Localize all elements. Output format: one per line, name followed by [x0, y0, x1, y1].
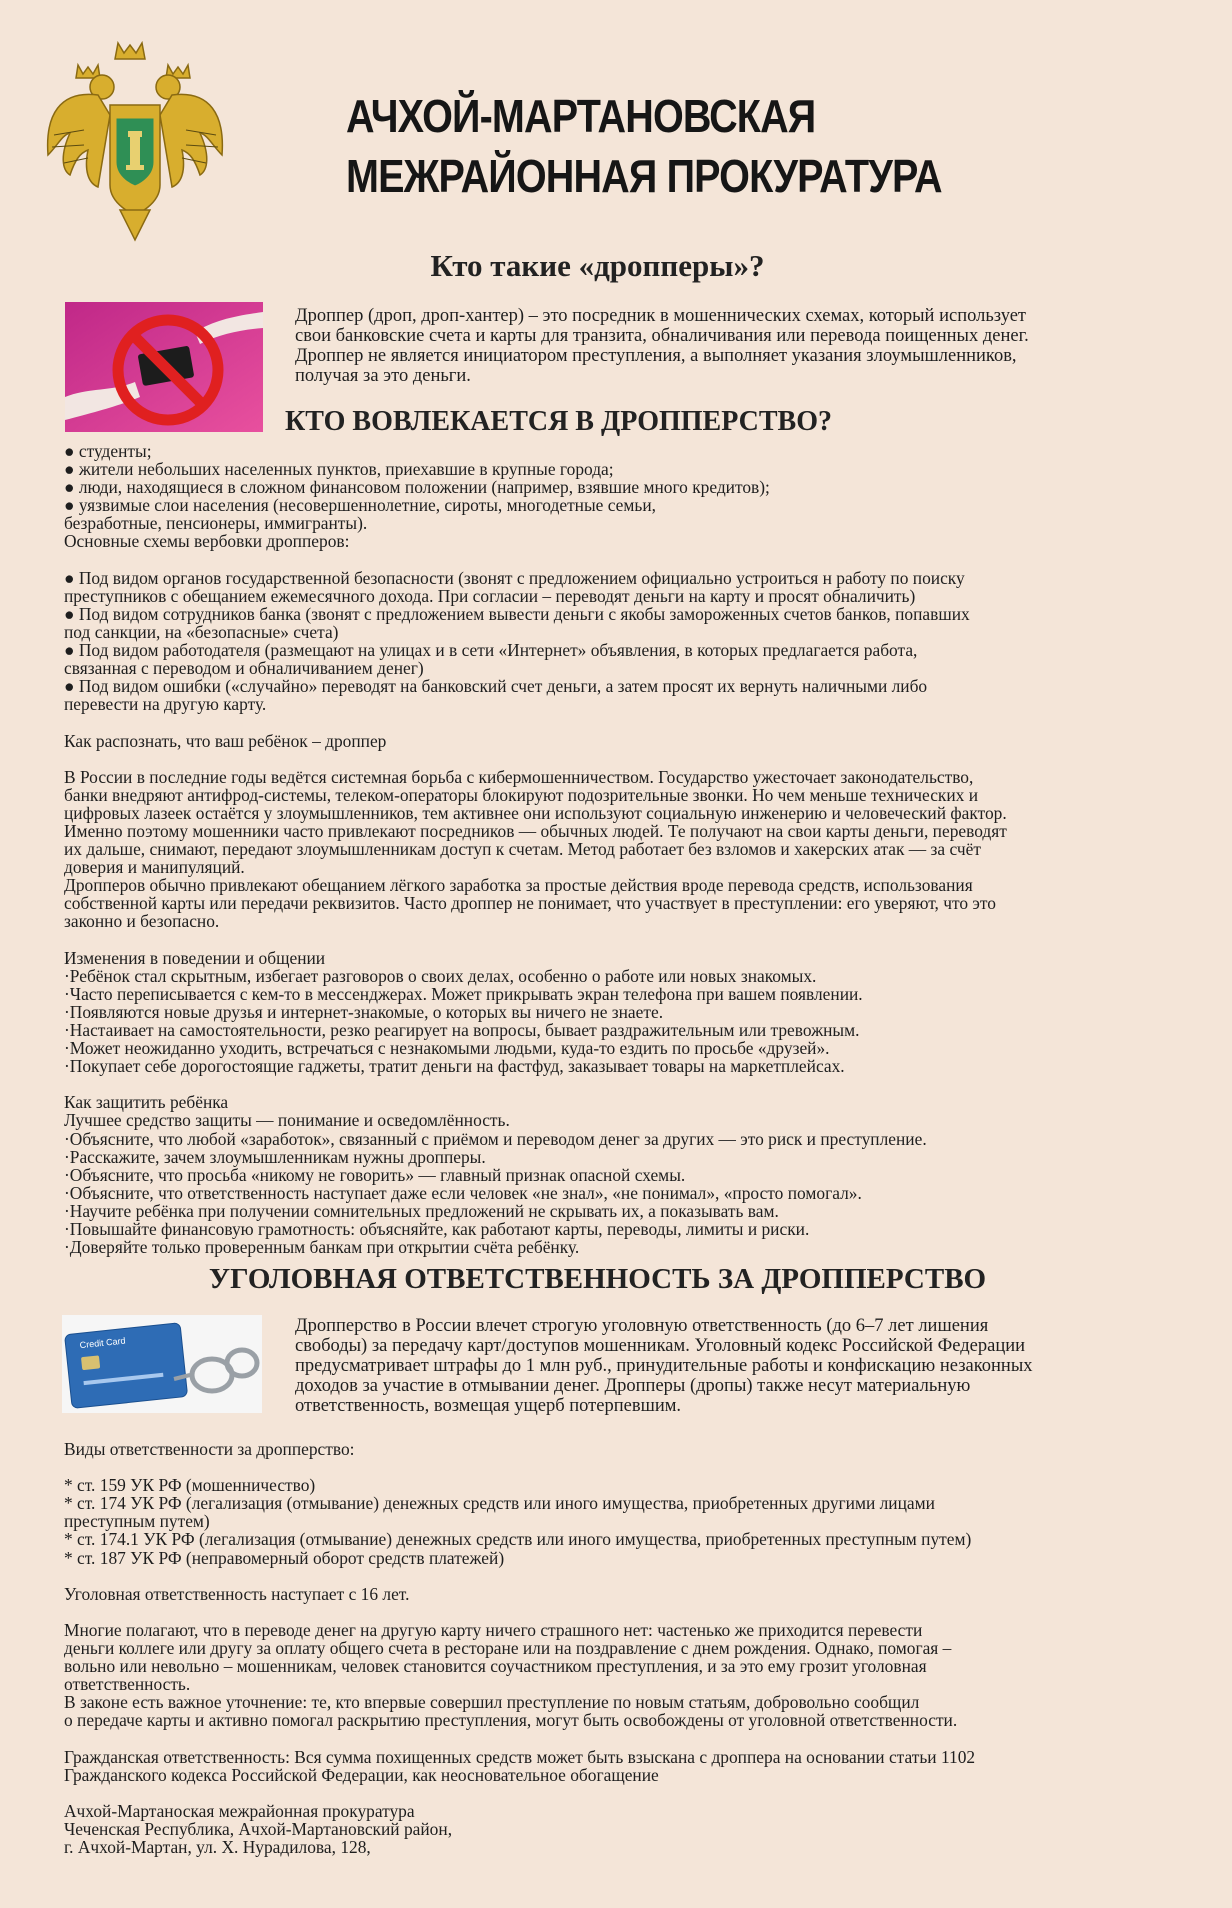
- text-line: ● Под видом ошибки («случайно» переводят на банковский счет деньги, а затем просят их вернуть наличными либо: [64, 676, 928, 697]
- text-line: Как распознать, что ваш ребёнок – дроппер: [64, 730, 387, 751]
- organization-title-line1: АЧХОЙ-МАРТАНОВСКАЯ: [346, 90, 816, 142]
- liability-intro-line: ответственность, возмещая ущерб потерпевшим.: [295, 1396, 682, 1416]
- text-line: ·Появляются новые друзья и интернет-знакомые, о которых вы ничего не знаете.: [64, 1001, 664, 1022]
- text-line: под санкции, на «безопасные» счета): [64, 621, 339, 642]
- text-line: Изменения в поведении и общении: [64, 947, 326, 968]
- text-line: безработные, пенсионеры, иммигранты).: [64, 513, 368, 534]
- text-line: Лучшее средство защиты — понимание и осведомлённость.: [64, 1110, 510, 1131]
- text-line: собственной карты или передачи реквизитов. Часто дроппер не понимает, что участвует в преступлении: его уверяют, что это: [64, 893, 996, 914]
- text-line: преступников с обещанием ежемесячного дохода. При согласии – переводят деньги на карту и просят обналичить): [64, 585, 916, 606]
- text-line: ответственность.: [64, 1674, 191, 1695]
- address-line: Ачхой-Мартаноская межрайонная прокуратура: [64, 1800, 415, 1821]
- text-line: ● студенты;: [64, 441, 152, 461]
- text-line: ·Доверяйте только проверенным банкам при открытии счёта ребёнку.: [64, 1237, 580, 1258]
- text-line: Уголовная ответственность наступает с 16 лет.: [64, 1583, 410, 1604]
- text-line: ·Настаивает на самостоятельности, резко реагирует на вопросы, бывает раздражительным или тревожным.: [64, 1020, 860, 1040]
- text-line: банки внедряют антифрод-системы, телеком-операторы блокируют подозрительные звонки. Но чем меньше технических и: [64, 784, 979, 805]
- text-line: Основные схемы вербовки дропперов:: [64, 531, 350, 552]
- text-line: ● люди, находящиеся в сложном финансовом положении (например, взявшие много кредитов);: [64, 477, 770, 498]
- text-line: ● Под видом работодателя (размещают на улицах и в сети «Интернет» объявления, в которых предлагается работа,: [64, 640, 918, 661]
- prosecutor-emblem-icon: [40, 35, 230, 245]
- text-line: ·Ребёнок стал скрытным, избегает разговоров о своих делах, особенно о работе или новых знакомых.: [64, 965, 817, 986]
- definition-line: получая за это деньги.: [295, 366, 471, 386]
- section-title-involvement: КТО ВОВЛЕКАЕТСЯ В ДРОППЕРСТВО?: [285, 406, 832, 437]
- text-line: ● Под видом сотрудников банка (звонят с предложением вывести деньги с якобы замороженных счетов банков, попавших: [64, 603, 970, 624]
- text-line: * ст. 174.1 УК РФ (легализация (отмывание) денежных средств или иного имущества, приобретенных преступным путем): [64, 1529, 972, 1550]
- text-line: * ст. 174 УК РФ (легализация (отмывание) денежных средств или иного имущества, приобретенных другими лицами: [64, 1493, 935, 1514]
- text-line: Многие полагают, что в переводе денег на другую карту ничего страшного нет: частенько же приходится перевести: [64, 1619, 923, 1640]
- text-line: о передаче карты и активно помогал раскрытию преступления, могут быть освобождены от уголовной ответственности.: [64, 1710, 958, 1731]
- text-line: цифровых лазеек остаётся у злоумышленников, тем активнее они используют социальную инженерию и человеческий фактор.: [64, 802, 1007, 823]
- liability-intro-line: свободы) за передачу карт/доступов мошенникам. Уголовный кодекс Российской Федерации: [295, 1336, 1026, 1356]
- text-line: деньги коллеге или другу за оплату общего счета в ресторане или на поздравление с днем рождения. Однако, помогая –: [64, 1638, 952, 1659]
- address-line: г. Ачхой-Мартан, ул. Х. Нурадилова, 128,: [64, 1837, 371, 1858]
- droppers-definition: [295, 306, 1195, 386]
- text-line: В законе есть важное уточнение: те, кто впервые совершил преступление по новым статьям, добровольно сообщил: [64, 1692, 920, 1713]
- credit-card-handcuffs-image: [62, 1315, 262, 1413]
- definition-line: свои банковские счета и карты для транзита, обналичивания или перевода поищенных денег.: [295, 326, 1029, 346]
- text-line: Дропперов обычно привлекают обещанием лёгкого заработка за простые действия вроде перевода средств, использования: [64, 875, 973, 896]
- text-line: ● уязвимые слои населения (несовершеннолетние, сироты, многодетные семьи,: [64, 495, 656, 516]
- text-line: ·Расскажите, зачем злоумышленникам нужны дропперы.: [64, 1146, 486, 1167]
- text-line: ·Часто переписывается с кем-то в мессенджерах. Может прикрывать экран телефона при вашем появлении.: [64, 983, 863, 1004]
- liability-intro-line: Дропперство в России влечет строгую уголовную ответственность (до 6–7 лет лишения: [295, 1316, 989, 1336]
- definition-line: Дроппер (дроп, дроп-хантер) – это посредник в мошеннических схемах, который использует: [295, 306, 1026, 326]
- text-line: ·Объясните, что просьба «никому не говорить» — главный признак опасной схемы.: [64, 1164, 686, 1185]
- text-line: их дальше, снимают, передают злоумышленникам доступ к счетам. Метод работает без взломов и хакерских атак — за счёт: [64, 839, 981, 860]
- text-line: Именно поэтому мошенники часто привлекают посредников — обычных людей. Те получают на свои карты деньги, переводят: [64, 820, 1007, 841]
- text-line: В России в последние годы ведётся системная борьба с кибермошенничеством. Государство ужесточает законодательство,: [64, 766, 974, 787]
- liability-body: [64, 1440, 1214, 1856]
- organization-title-line2: МЕЖРАЙОННАЯ ПРОКУРАТУРА: [346, 150, 942, 202]
- organization-title: [346, 86, 948, 206]
- text-line: Виды ответственности за дропперство:: [64, 1439, 355, 1459]
- text-line: Гражданского кодекса Российской Федерации, как неосновательное обогащение: [64, 1764, 659, 1785]
- text-line: ·Объясните, что любой «заработок», связанный с приёмом и переводом денег за других — это риск и преступление.: [64, 1128, 927, 1149]
- section-title-criminal-liability: УГОЛОВНАЯ ОТВЕТСТВЕННОСТЬ ЗА ДРОППЕРСТВО: [208, 1263, 987, 1295]
- liability-intro-line: предусматривает штрафы до 1 млн руб., принудительные работы и конфискацию незаконных: [295, 1356, 1033, 1376]
- liability-intro: [295, 1316, 1195, 1416]
- text-line: * ст. 187 УК РФ (неправомерный оборот средств платежей): [64, 1547, 505, 1568]
- text-line: ·Повышайте финансовую грамотность: объясняйте, как работают карты, переводы, лимиты и риски.: [64, 1219, 810, 1240]
- text-line: законно и безопасно.: [64, 911, 220, 932]
- section-title-droppers: Кто такие «дропперы»?: [430, 248, 765, 283]
- text-line: ● жители небольших населенных пунктов, приехавшие в крупные города;: [64, 459, 614, 480]
- text-line: ● Под видом органов государственной безопасности (звонят с предложением официально устроиться н работу по поиску: [64, 567, 965, 588]
- definition-line: Дроппер не является инициатором преступления, а выполняет указания злоумышленников,: [295, 346, 1017, 366]
- text-line: * ст. 159 УК РФ (мошенничество): [64, 1475, 316, 1496]
- text-line: ·Научите ребёнка при получении сомнительных предложений не скрывать их, а показывать вам.: [64, 1200, 779, 1221]
- address-line: Чеченская Республика, Ачхой-Мартановский район,: [64, 1818, 453, 1839]
- text-line: ·Объясните, что ответственность наступает даже если человек «не знал», «не понимал», «просто помогал».: [64, 1182, 862, 1203]
- involvement-body: [64, 442, 1209, 1256]
- text-line: преступным путем): [64, 1511, 210, 1532]
- text-line: ·Может неожиданно уходить, встречаться с незнакомыми людьми, куда-то ездить по просьбе «друзей».: [64, 1038, 830, 1059]
- text-line: доверия и манипуляций.: [64, 857, 245, 878]
- credit-card-label: Credit Card: [79, 1335, 126, 1351]
- text-line: Гражданская ответственность: Вся сумма похищенных средств может быть взыскана с дроппера на основании статьи 1102: [64, 1746, 976, 1767]
- text-line: ·Покупает себе дорогостоящие гаджеты, тратит деньги на фастфуд, заказывает товары на маркетплейсах.: [64, 1056, 845, 1077]
- text-line: Как защитить ребёнка: [64, 1092, 229, 1113]
- text-line: вольно или невольно – мошенникам, человек становится соучастником преступления, и за это ему грозит уголовная: [64, 1656, 927, 1677]
- liability-intro-line: доходов за участие в отмывании денег. Дропперы (дропы) также несут материальную: [295, 1376, 971, 1396]
- text-line: связанная с переводом и обналичиванием денег): [64, 658, 424, 679]
- text-line: перевести на другую карту.: [64, 694, 267, 715]
- no-card-transfer-image: [65, 302, 263, 432]
